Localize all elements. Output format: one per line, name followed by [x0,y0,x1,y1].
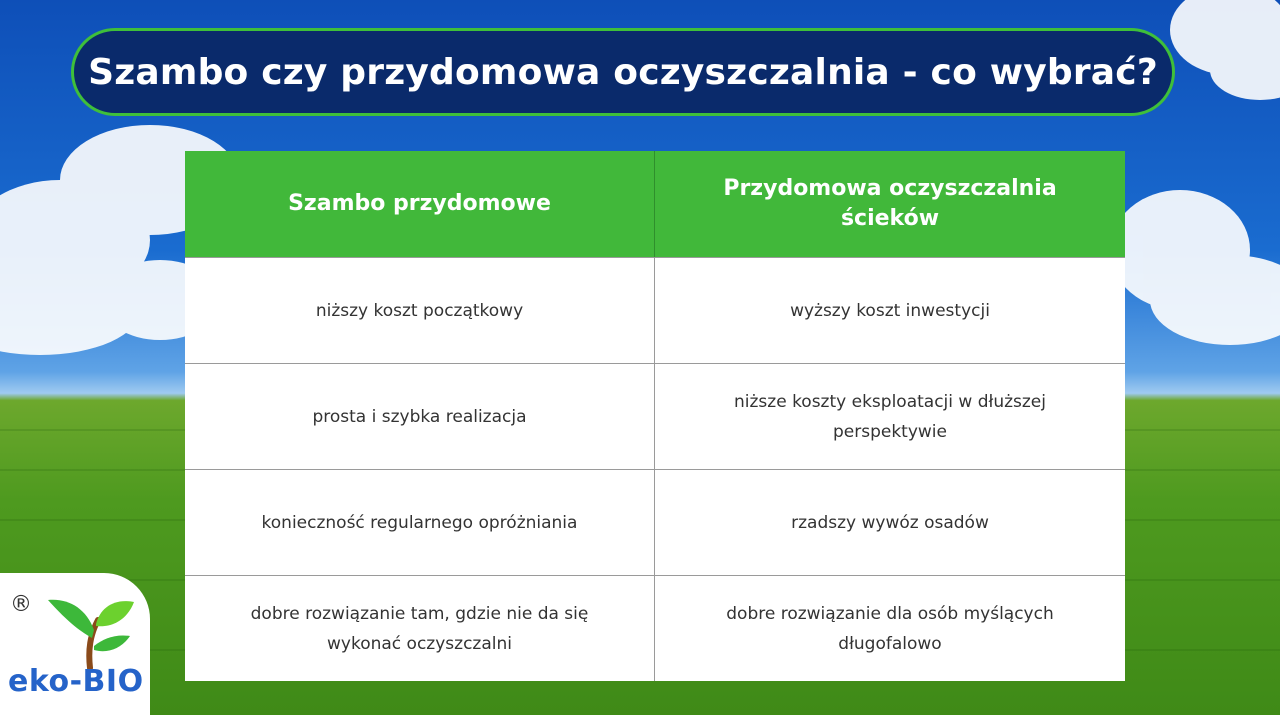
page-title: Szambo czy przydomowa oczyszczalnia - co wybrać? [88,51,1158,93]
column-header-septic-tank: Szambo przydomowe [185,151,655,257]
table-cell: rzadszy wywóz osadów [655,469,1125,575]
registered-mark: ® [10,592,32,617]
table-row [185,257,1125,363]
table-row [185,575,1125,681]
comparison-table [185,151,1125,681]
brand-logo-text: eko-BIO [8,664,144,699]
table-row [185,469,1125,575]
table-cell: wyższy koszt inwestycji [655,257,1125,363]
table-cell: dobre rozwiązanie dla osób myślących długofalowo [655,575,1125,681]
table-cell: konieczność regularnego opróżniania [185,469,655,575]
sprout-icon [38,590,138,670]
table-cell: niższe koszty eksploatacji w dłuższej perspektywie [655,363,1125,469]
table-cell: dobre rozwiązanie tam, gdzie nie da się wykonać oczyszczalni [185,575,655,681]
table-cell: niższy koszt początkowy [185,257,655,363]
column-header-treatment-plant: Przydomowa oczyszczalnia ścieków [655,151,1125,257]
table-cell: prosta i szybka realizacja [185,363,655,469]
table-row [185,363,1125,469]
title-banner [71,28,1175,116]
table-header-row [185,151,1125,257]
